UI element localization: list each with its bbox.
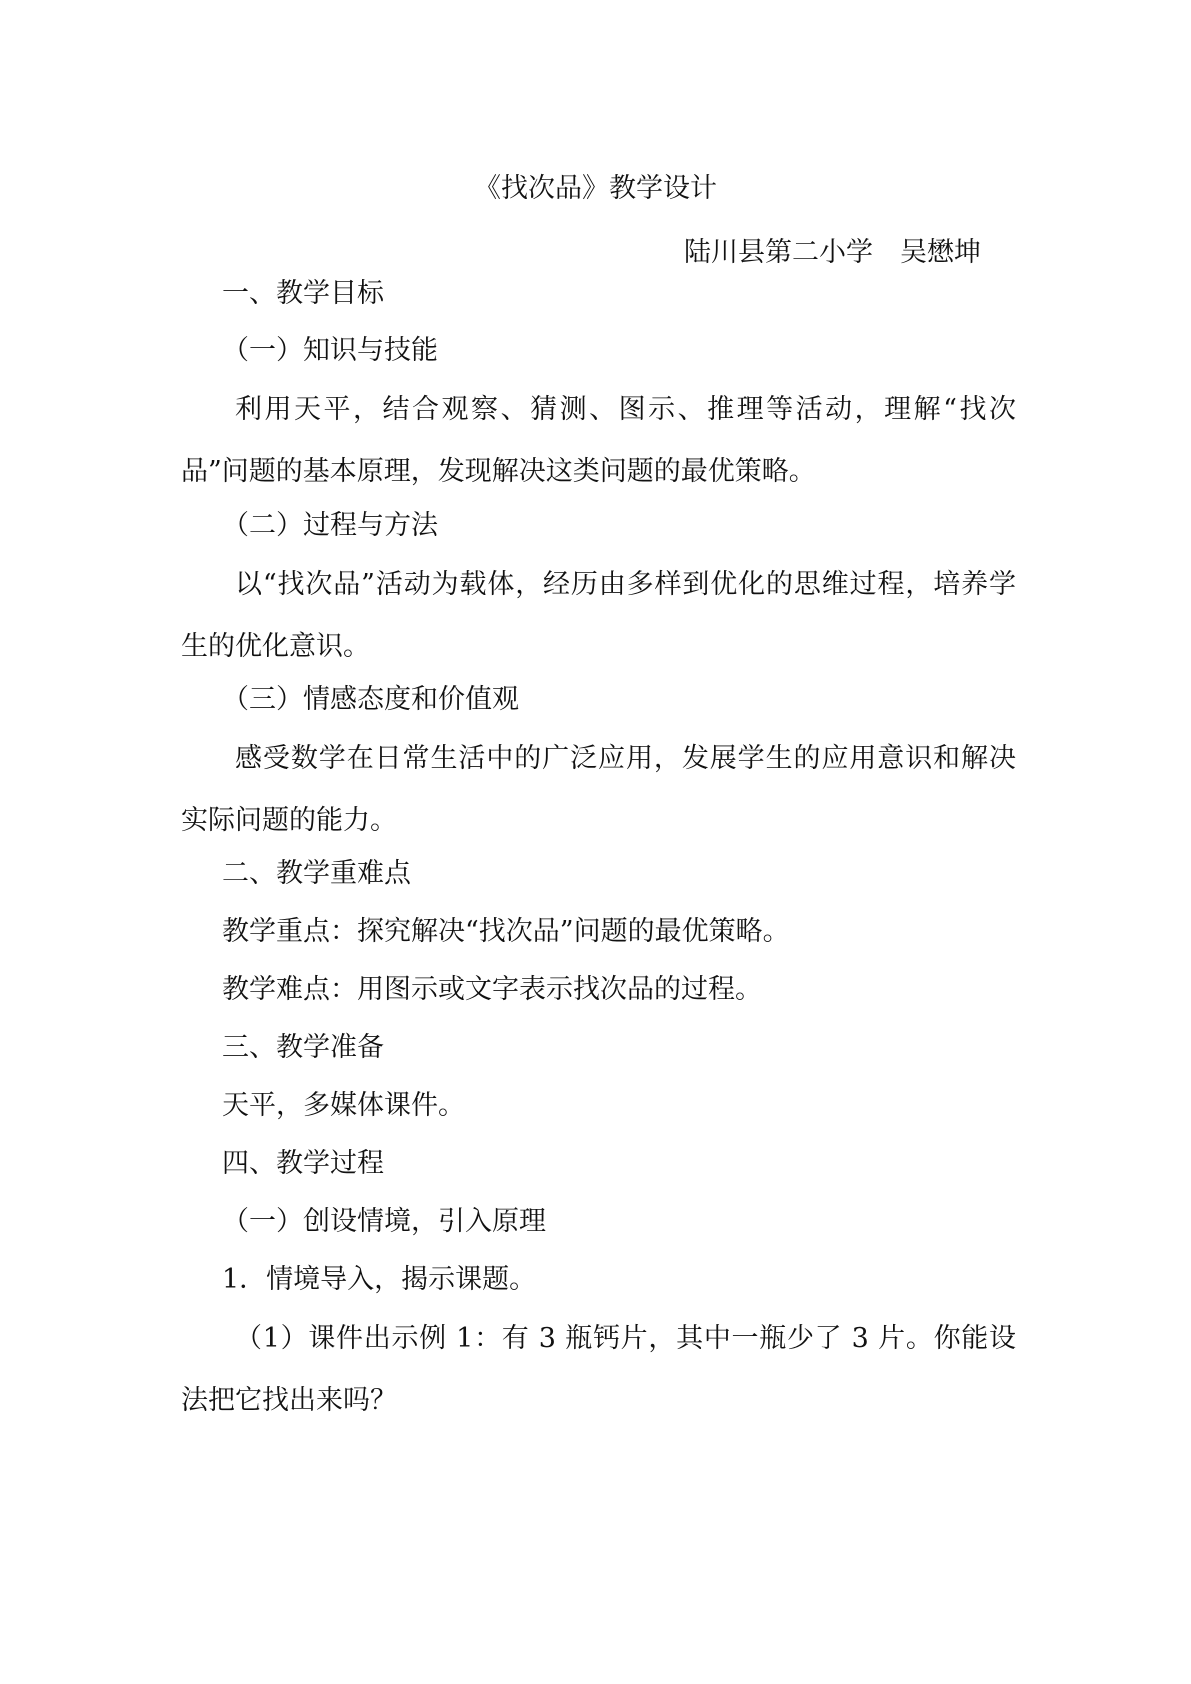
key-point-line: 教学重点：探究解决“找次品”问题的最优策略。 bbox=[222, 916, 790, 947]
subheading-situation: （一）创设情境，引入原理 bbox=[222, 1206, 546, 1237]
paragraph-knowledge-skills: 利用天平，结合观察、猜测、图示、推理等活动，理解“找次品”问题的基本原理，发现解决这类问题的最优策略。 bbox=[181, 394, 1016, 487]
difficult-point-line: 教学难点：用图示或文字表示找次品的过程。 bbox=[222, 974, 762, 1005]
subheading-process-method: （二）过程与方法 bbox=[222, 510, 438, 541]
section-heading-process: 四、教学过程 bbox=[222, 1148, 384, 1179]
section-heading-preparation: 三、教学准备 bbox=[222, 1032, 384, 1063]
step-one-line: 1．情境导入，揭示课题。 bbox=[222, 1264, 537, 1295]
paragraph-example-one: （1）课件出示例 1：有 3 瓶钙片，其中一瓶少了 3 片。你能设法把它找出来吗？ bbox=[181, 1323, 1016, 1416]
section-heading-key-points: 二、教学重难点 bbox=[222, 858, 411, 889]
section-heading-objectives: 一、教学目标 bbox=[222, 278, 384, 309]
paragraph-attitude-values: 感受数学在日常生活中的广泛应用，发展学生的应用意识和解决实际问题的能力。 bbox=[181, 743, 1016, 836]
paragraph-process-method: 以“找次品”活动为载体，经历由多样到优化的思维过程，培养学生的优化意识。 bbox=[181, 569, 1016, 662]
author-line: 陆川县第二小学 吴懋坤 bbox=[684, 237, 981, 268]
subheading-knowledge-skills: （一）知识与技能 bbox=[222, 335, 438, 366]
subheading-attitude-values: （三）情感态度和价值观 bbox=[222, 684, 519, 715]
document-title: 《找次品》教学设计 bbox=[474, 173, 717, 204]
preparation-line: 天平，多媒体课件。 bbox=[222, 1090, 465, 1121]
